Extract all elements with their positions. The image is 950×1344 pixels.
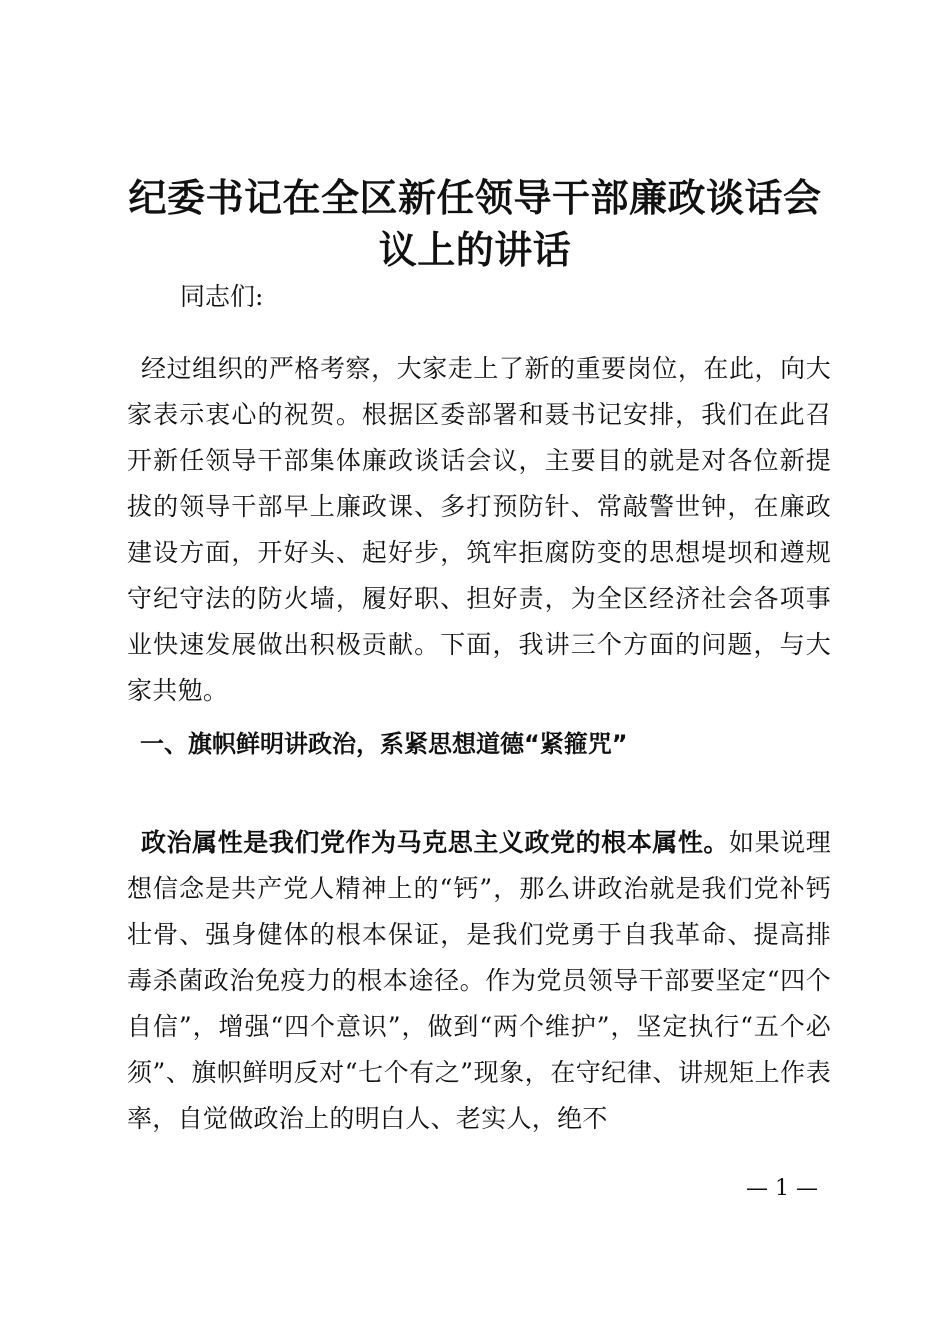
paragraph-lead-sentence: 政治属性是我们党作为马克思主义政党的根本属性。 xyxy=(141,828,729,857)
page-number: — 1 — xyxy=(746,1176,818,1201)
paragraph-body: 如果说理想信念是共产党人精神上的“钙”，那么讲政治就是我们党补钙壮骨、强身健体的根本保证，是我们党勇于自我革命、提高排毒杀菌政治免疫力的根本途径。作为党员领导干部要坚定“四个自信”，增强“四个意识”，做到“两个维护”，坚定执行“五个必须”、旗帜鲜明反对“七个有之”现象，在守纪律、讲规矩上作表率，自觉做政治上的明白人、老实人，绝不 xyxy=(127,828,831,1133)
document-title: 纪委书记在全区新任领导干部廉政谈话会议上的讲话 xyxy=(128,175,822,272)
salutation: 同志们: xyxy=(180,282,264,311)
section-heading-1: 一、旗帜鲜明讲政治，系紧思想道德“紧箍咒” xyxy=(140,730,628,758)
paragraph-section-1 xyxy=(127,820,831,1142)
paragraph-intro: 经过组织的严格考察，大家走上了新的重要岗位，在此，向大家表示衷心的祝贺。根据区委部署和聂书记安排，我们在此召开新任领导干部集体廉政谈话会议，主要目的就是对各位新提拔的领导干部早上廉政课、多打预防针、常敲警世钟，在廉政建设方面，开好头、起好步，筑牢拒腐防变的思想堤坝和遵规守纪守法的防火墙，履好职、担好责，为全区经济社会各项事业快速发展做出积极贡献。下面，我讲三个方面的问题，与大家共勉。 xyxy=(127,354,831,705)
